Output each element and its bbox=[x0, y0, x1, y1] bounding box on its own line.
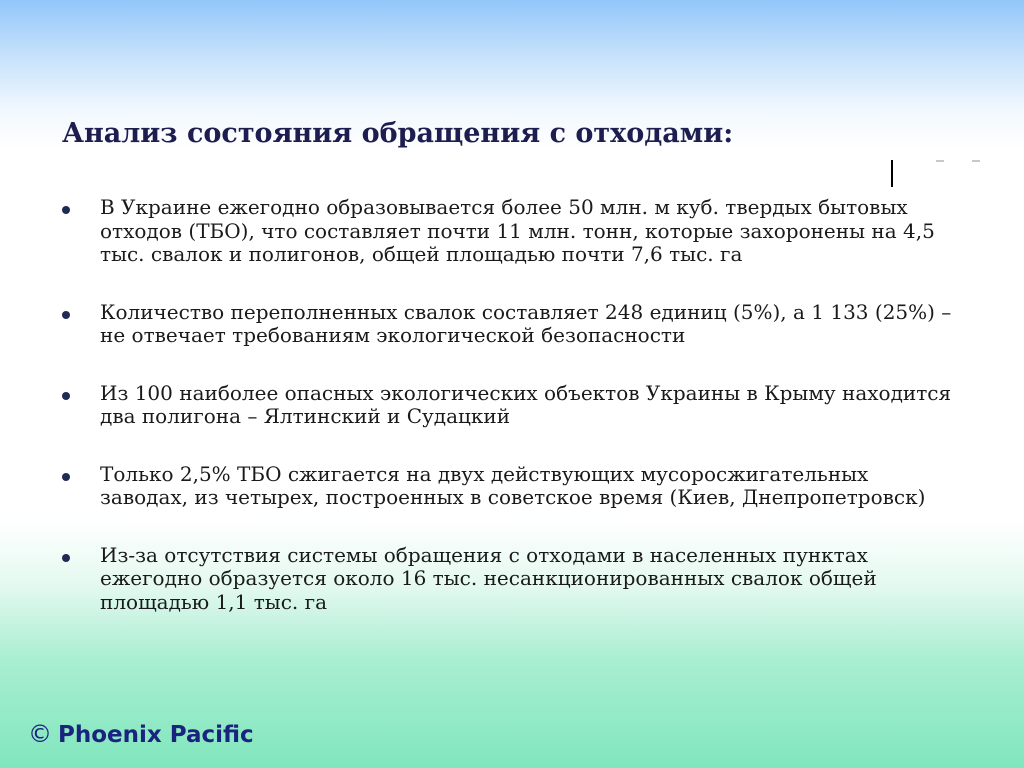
bullet-text: Количество переполненных свалок составляет 248 единиц (5%), а 1 133 (25%) – не отвечает требованиям экологической безопасности bbox=[100, 299, 952, 347]
bullet-dot-icon bbox=[62, 206, 70, 214]
footer-brand bbox=[28, 720, 254, 748]
bullet-dot-icon bbox=[62, 311, 70, 319]
text-cursor-mark bbox=[891, 160, 893, 187]
bullet-text: Из 100 наиболее опасных экологических объектов Украины в Крыму находится два полигона – Ялтинский и Судацкий bbox=[100, 380, 952, 428]
slide-title: Анализ состояния обращения с отходами: bbox=[62, 118, 734, 149]
decorative-dash bbox=[972, 160, 980, 162]
bullet-dot-icon bbox=[62, 473, 70, 481]
bullet-item bbox=[60, 463, 960, 510]
brand-name: Phoenix Pacific bbox=[58, 722, 254, 748]
bullet-list bbox=[60, 196, 960, 648]
copyright-icon: © bbox=[28, 720, 52, 748]
bullet-item bbox=[60, 301, 960, 348]
bullet-dot-icon bbox=[62, 554, 70, 562]
bullet-text: Из-за отсутствия системы обращения с отходами в населенных пунктах ежегодно образуется около 16 тыс. несанкционированных свалок общей площадью 1,1 тыс. га bbox=[100, 542, 877, 614]
bullet-dot-icon bbox=[62, 392, 70, 400]
bullet-text: В Украине ежегодно образовывается более 50 млн. м куб. твердых бытовых отходов (ТБО), что составляет почти 11 млн. тонн, которые захоронены на 4,5 тыс. свалок и полигонов, общей площадью почти 7,6 тыс. га bbox=[100, 195, 935, 266]
bullet-item bbox=[60, 544, 960, 615]
decorative-dash bbox=[936, 160, 944, 162]
bullet-item bbox=[60, 196, 960, 267]
bullet-text: Только 2,5% ТБО сжигается на двух действующих мусоросжигательных заводах, из четырех, построенных в советское время (Киев, Днепропетровск) bbox=[100, 461, 926, 509]
bullet-item bbox=[60, 382, 960, 429]
